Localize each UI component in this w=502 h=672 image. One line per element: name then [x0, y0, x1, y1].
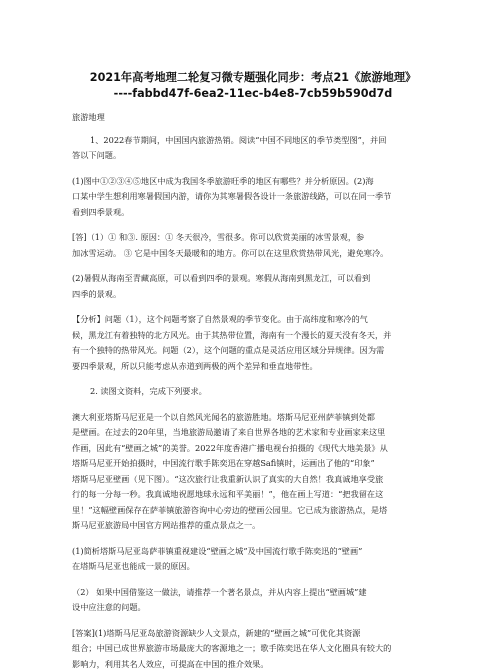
q2-text-line: 里！”这幅壁画保存在萨菲镇旅游咨询中心旁边的壁画公园里。它已成为旅游热点，是塔 [72, 503, 442, 519]
q1-answer2-line: (2)暑假从海南至青藏高原，可以看到四季的景观。寒假从海南到黑龙江，可以看到 [72, 271, 442, 287]
title-line-2: ----fabbd47f-6ea2-11ec-b4e8-7cb59b590d7d [48, 86, 458, 102]
q1-intro-line: 答以下问题。 [72, 148, 442, 164]
q1-analysis-line: 要四季景观，所以只能考虑从赤道到两极的两个差异和垂直地带性。 [72, 359, 442, 375]
q2-intro: 2. 读图文资料，完成下列要求。 [72, 384, 442, 400]
document-body [72, 110, 442, 672]
q2-question2-line: 设中应注意的问题。 [72, 600, 442, 616]
document-title [48, 70, 458, 102]
q1-question-line: 口某中学生想利用寒暑假国内游，请你为其寒暑假各设计一条旅游线路，可以在同一季节 [72, 189, 442, 205]
q2-question1-line: 在塔斯马尼亚也能成一景的原因。 [72, 559, 442, 575]
q2-answer-line: 影响力，利用其名人效应，可提高在中国的推介效果。 [72, 657, 442, 672]
q2-text-line: 塔斯马尼亚壁画（见下图）。“这次旅行让我重新认识了真实的大自然！我真诚地享受旅 [72, 472, 442, 488]
q1-question-line: (1)图中①②③④⑤地区中成为我国冬季旅游旺季的地区有哪些？并分析原因。(2)海 [72, 174, 442, 190]
q1-analysis-line: 候，黑龙江有着独特的北方风光。由于其热带位置，海南有一个漫长的夏天没有冬天，并 [72, 328, 442, 344]
q2-text-line: 澳大利亚塔斯马尼亚是一个以自然风光闻名的旅游胜地。塔斯马尼亚州萨菲镇到处都 [72, 410, 442, 426]
q1-answer-line: 加冰雪运动。 ③ 它是中国冬天最暖和的地方。你可以在这里欣赏热带风光，避免寒冷。 [72, 246, 442, 262]
q2-text-line: 是壁画。在过去的20年里，当地旅游局邀请了来自世界各地的艺术家和专业画家来这里 [72, 425, 442, 441]
q1-answer-line: [答]（1）① 和③. 原因：① 冬天很冷，雪很多。你可以欣赏美丽的冰雪景观，参 [72, 230, 442, 246]
q2-text-line: 斯马尼亚旅游局中国官方网站推荐的重点景点之一。 [72, 518, 442, 534]
q1-answer2-line: 四季的景观。 [72, 287, 442, 303]
q2-question1-line: (1)简析塔斯马尼亚岛萨菲镇重视建设“壁画之城”及中国流行歌手陈奕迅的“壁画” [72, 544, 442, 560]
q2-text-line: 行的每一分每一秒。我真诚地祝愿地球永远和平美丽！”，他在画上写道：“把我留在这 [72, 487, 442, 503]
q1-analysis-line: 【分析】问题（1），这个问题考察了自然景观的季节变化。由于高纬度和寒冷的气 [72, 312, 442, 328]
q2-question2-line: （2） 如果中国借鉴这一做法，请推荐一个著名景点，并从内容上提出“壁画城”建 [72, 585, 442, 601]
q1-intro-line: 1、2022春节期间，中国国内旅游热销。阅读“中国不同地区的季节类型图”，并回 [72, 133, 442, 149]
q1-question-line: 看到四季景观。 [72, 205, 442, 221]
title-line-1: 2021年高考地理二轮复习微专题强化同步：考点21《旅游地理》 [48, 70, 458, 86]
q2-text-line: 作画，因此有“壁画之城”的美誉。2022年度香港广播电视台拍摄的《现代大地美景》从 [72, 441, 442, 457]
section-heading: 旅游地理 [72, 110, 442, 126]
q1-analysis-line: 有一个独特的热带风光。问题（2），这个问题的重点是灵活应用区域分异规律。因为需 [72, 343, 442, 359]
q2-answer-line: [答案](1)塔斯马尼亚岛旅游资源缺少人文景点，新建的“壁画之城”可优化其资源 [72, 626, 442, 642]
q2-text-line: 塔斯马尼亚开始拍摄时，中国流行歌手陈奕迅在穿越Safi镇时，运画出了他的“印象” [72, 456, 442, 472]
q2-answer-line: 组合；中国已成世界旅游市场最庞大的客源地之一；歌手陈奕迅在华人文化圈具有较大的 [72, 641, 442, 657]
